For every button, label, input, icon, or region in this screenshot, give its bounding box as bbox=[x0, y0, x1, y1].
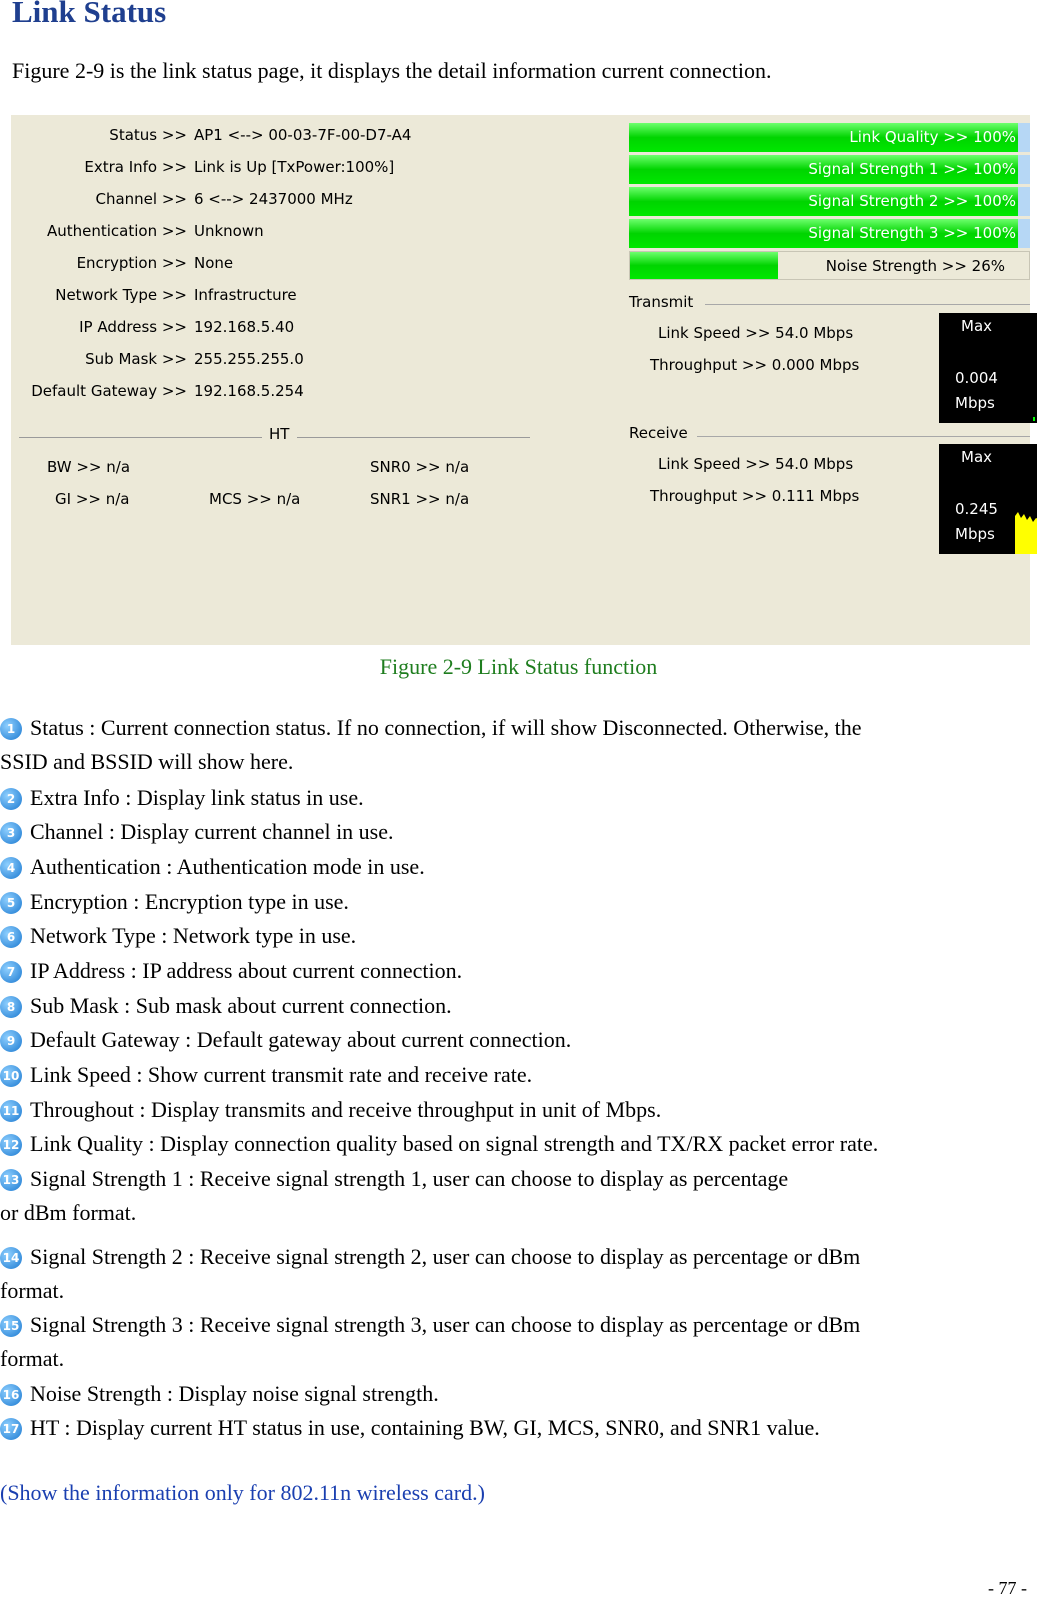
field-value: 255.255.255.0 bbox=[194, 350, 304, 368]
number-bullet-icon: 7 bbox=[0, 961, 22, 983]
ht-mcs: MCS >> n/a bbox=[209, 490, 301, 508]
transmit-meter bbox=[939, 313, 1037, 423]
description-item bbox=[0, 815, 1030, 849]
description-item bbox=[0, 1308, 1030, 1376]
description-text: Authentication : Authentication mode in use. bbox=[30, 854, 425, 879]
description-text: Default Gateway : Default gateway about current connection. bbox=[30, 1027, 572, 1052]
description-item bbox=[0, 850, 1030, 884]
transmit-title: Transmit bbox=[629, 293, 694, 311]
signal-bar-label: Link Quality >> 100% bbox=[849, 128, 1016, 146]
description-text: Status : Current connection status. If no connection, if will show Disconnected. Otherwise, the bbox=[30, 715, 862, 740]
ht-gi: GI >> n/a bbox=[55, 490, 130, 508]
field-value: 6 <--> 2437000 MHz bbox=[194, 190, 353, 208]
field-label: Channel >> bbox=[95, 190, 187, 208]
number-bullet-icon: 10 bbox=[0, 1065, 22, 1087]
field-value: 192.168.5.40 bbox=[194, 318, 295, 336]
ht-note: (Show the information only for 802.11n wireless card.) bbox=[0, 1480, 485, 1505]
description-item bbox=[0, 1127, 1030, 1161]
link-status-screenshot bbox=[11, 115, 1030, 645]
receive-link-speed: Link Speed >> 54.0 Mbps bbox=[658, 455, 854, 473]
number-bullet-icon: 16 bbox=[0, 1384, 22, 1406]
number-bullet-icon: 2 bbox=[0, 788, 22, 810]
receive-meter-max: Max bbox=[961, 448, 993, 466]
description-continuation: format. bbox=[0, 1346, 65, 1371]
page-heading: Link Status bbox=[12, 0, 167, 29]
receive-title: Receive bbox=[629, 424, 688, 442]
receive-meter-value: 0.245 bbox=[955, 500, 998, 518]
intro-text: Figure 2-9 is the link status page, it displays the detail information current connection. bbox=[12, 58, 772, 83]
number-bullet-icon: 4 bbox=[0, 857, 22, 879]
number-bullet-icon: 11 bbox=[0, 1100, 22, 1122]
number-bullet-icon: 15 bbox=[0, 1315, 22, 1337]
signal-bar bbox=[629, 123, 1030, 152]
transmit-throughput: Throughput >> 0.000 Mbps bbox=[650, 356, 860, 374]
description-text: Signal Strength 1 : Receive signal strength 1, user can choose to display as percentage bbox=[30, 1166, 789, 1191]
number-bullet-icon: 8 bbox=[0, 996, 22, 1018]
description-text: HT : Display current HT status in use, containing BW, GI, MCS, SNR0, and SNR1 value. bbox=[30, 1415, 820, 1440]
signal-bar-label: Signal Strength 2 >> 100% bbox=[808, 192, 1016, 210]
number-bullet-icon: 3 bbox=[0, 822, 22, 844]
description-item bbox=[0, 781, 1030, 815]
number-bullet-icon: 6 bbox=[0, 926, 22, 948]
signal-bar-label: Signal Strength 1 >> 100% bbox=[808, 160, 1016, 178]
description-text: IP Address : IP address about current connection. bbox=[30, 958, 463, 983]
transmit-divider bbox=[705, 304, 1030, 305]
field-label: Extra Info >> bbox=[84, 158, 187, 176]
signal-bar bbox=[629, 219, 1030, 248]
description-text: Throughout : Display transmits and receive throughput in unit of Mbps. bbox=[30, 1097, 662, 1122]
receive-divider bbox=[697, 436, 1030, 437]
field-value: 192.168.5.254 bbox=[194, 382, 304, 400]
field-value: None bbox=[194, 254, 234, 272]
signal-bar-fill bbox=[630, 252, 778, 279]
transmit-meter-trace bbox=[1033, 417, 1035, 421]
description-text: Encryption : Encryption type in use. bbox=[30, 889, 349, 914]
description-continuation: SSID and BSSID will show here. bbox=[0, 749, 294, 774]
receive-meter-trace bbox=[1015, 504, 1037, 554]
description-item bbox=[0, 1058, 1030, 1092]
ht-divider-left bbox=[19, 437, 262, 438]
signal-bar bbox=[629, 251, 1030, 280]
description-item bbox=[0, 989, 1030, 1023]
ht-snr0: SNR0 >> n/a bbox=[370, 458, 470, 476]
receive-throughput: Throughput >> 0.111 Mbps bbox=[650, 487, 860, 505]
description-item bbox=[0, 1411, 1030, 1445]
number-bullet-icon: 17 bbox=[0, 1418, 22, 1440]
receive-meter-unit: Mbps bbox=[955, 525, 995, 543]
number-bullet-icon: 1 bbox=[0, 718, 22, 740]
ht-bw: BW >> n/a bbox=[47, 458, 131, 476]
signal-bar-label: Noise Strength >> 26% bbox=[825, 257, 1005, 275]
description-text: Link Speed : Show current transmit rate and receive rate. bbox=[30, 1062, 533, 1087]
signal-bar bbox=[629, 187, 1030, 216]
description-text: Sub Mask : Sub mask about current connection. bbox=[30, 993, 452, 1018]
field-label: Default Gateway >> bbox=[31, 382, 187, 400]
field-value: Infrastructure bbox=[194, 286, 297, 304]
number-bullet-icon: 13 bbox=[0, 1169, 22, 1191]
ht-snr1: SNR1 >> n/a bbox=[370, 490, 470, 508]
description-item bbox=[0, 1023, 1030, 1057]
description-text: Link Quality : Display connection quality based on signal strength and TX/RX packet error rate. bbox=[30, 1131, 879, 1156]
description-text: Signal Strength 3 : Receive signal strength 3, user can choose to display as percentage or dBm bbox=[30, 1312, 861, 1337]
description-text: Noise Strength : Display noise signal strength. bbox=[30, 1381, 439, 1406]
page-number: - 77 - bbox=[988, 1578, 1027, 1598]
field-label: Network Type >> bbox=[55, 286, 187, 304]
description-item bbox=[0, 1377, 1030, 1411]
field-value: AP1 <--> 00-03-7F-00-D7-A4 bbox=[194, 126, 412, 144]
description-continuation: format. bbox=[0, 1278, 65, 1303]
description-item bbox=[0, 885, 1030, 919]
description-item bbox=[0, 1093, 1030, 1127]
description-text: Channel : Display current channel in use. bbox=[30, 819, 394, 844]
number-bullet-icon: 14 bbox=[0, 1247, 22, 1269]
description-item bbox=[0, 1240, 1030, 1308]
number-bullet-icon: 5 bbox=[0, 892, 22, 914]
field-label: Encryption >> bbox=[76, 254, 187, 272]
signal-bar bbox=[629, 155, 1030, 184]
ht-label: HT bbox=[269, 425, 290, 443]
number-bullet-icon: 9 bbox=[0, 1030, 22, 1052]
field-label: IP Address >> bbox=[79, 318, 187, 336]
field-value: Link is Up [TxPower:100%] bbox=[194, 158, 395, 176]
field-label: Authentication >> bbox=[46, 222, 187, 240]
transmit-meter-unit: Mbps bbox=[955, 394, 995, 412]
field-label: Sub Mask >> bbox=[85, 350, 187, 368]
description-text: Signal Strength 2 : Receive signal strength 2, user can choose to display as percentage or dBm bbox=[30, 1244, 861, 1269]
field-label: Status >> bbox=[109, 126, 187, 144]
transmit-meter-value: 0.004 bbox=[955, 369, 998, 387]
description-item bbox=[0, 954, 1030, 988]
description-item bbox=[0, 711, 1030, 779]
description-text: Network Type : Network type in use. bbox=[30, 923, 357, 948]
description-item bbox=[0, 919, 1030, 953]
field-value: Unknown bbox=[194, 222, 264, 240]
description-continuation: or dBm format. bbox=[0, 1200, 137, 1225]
transmit-link-speed: Link Speed >> 54.0 Mbps bbox=[658, 324, 854, 342]
figure-caption: Figure 2-9 Link Status function bbox=[379, 654, 658, 679]
description-item bbox=[0, 1162, 1030, 1230]
transmit-meter-max: Max bbox=[961, 317, 993, 335]
receive-meter bbox=[939, 444, 1037, 554]
signal-bar-label: Signal Strength 3 >> 100% bbox=[808, 224, 1016, 242]
description-text: Extra Info : Display link status in use. bbox=[30, 785, 364, 810]
ht-divider-right bbox=[297, 437, 530, 438]
number-bullet-icon: 12 bbox=[0, 1134, 22, 1156]
